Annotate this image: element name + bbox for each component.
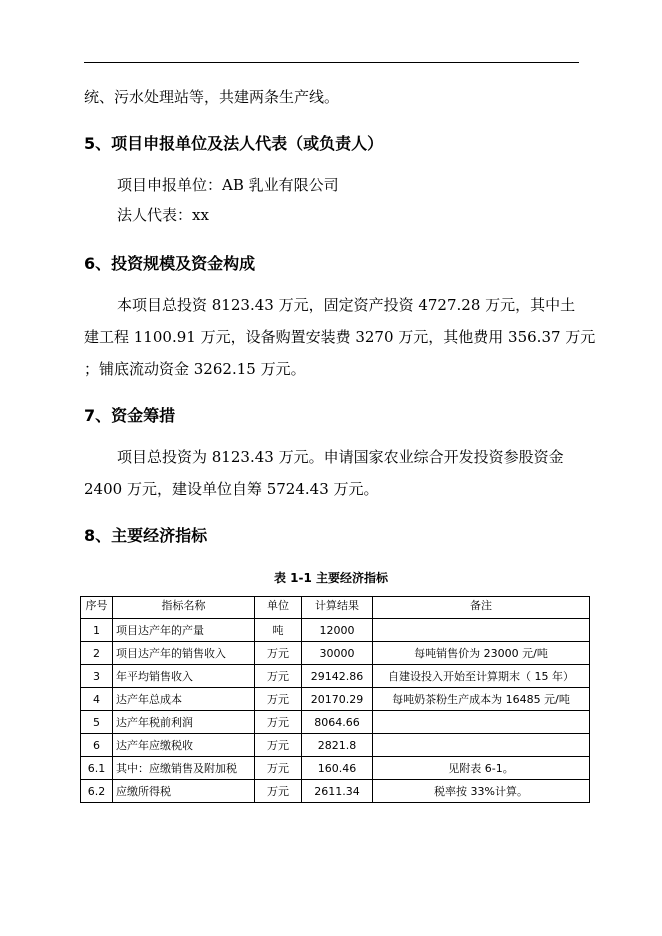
row-number-cell: 5 xyxy=(81,711,113,734)
economic-indicators-table xyxy=(80,596,590,803)
remark-cell: 自建设投入开始至计算期末（ 15 年） xyxy=(373,665,590,688)
indicator-name-cell: 项目达产年的产量 xyxy=(113,619,255,642)
applicant-unit: 项目申报单位：AB 乳业有限公司 xyxy=(117,176,339,194)
remark-cell xyxy=(373,734,590,757)
unit-cell: 万元 xyxy=(255,734,302,757)
header-cell: 计算结果 xyxy=(302,597,373,619)
table-caption: 表 1-1 主要经济指标 xyxy=(273,571,389,585)
table-row xyxy=(81,757,590,780)
financing-line-1: 项目总投资为 8123.43 万元。申请国家农业综合开发投资参股资金 xyxy=(117,448,564,466)
header-cell: 序号 xyxy=(81,597,113,619)
row-number-cell: 2 xyxy=(81,642,113,665)
result-cell: 12000 xyxy=(302,619,373,642)
table-row xyxy=(81,780,590,803)
investment-line-3: ；铺底流动资金 3262.15 万元。 xyxy=(84,360,306,378)
indicator-name-cell: 达产年应缴税收 xyxy=(113,734,255,757)
table-row xyxy=(81,665,590,688)
table-row xyxy=(81,688,590,711)
remark-cell: 税率按 33%计算。 xyxy=(373,780,590,803)
indicator-name-cell: 应缴所得税 xyxy=(113,780,255,803)
table-row xyxy=(81,642,590,665)
result-cell: 8064.66 xyxy=(302,711,373,734)
table-row xyxy=(81,619,590,642)
financing-line-2: 2400 万元，建设单位自筹 5724.43 万元。 xyxy=(84,480,379,498)
result-cell: 30000 xyxy=(302,642,373,665)
result-cell: 160.46 xyxy=(302,757,373,780)
header-cell: 备注 xyxy=(373,597,590,619)
header-cell: 单位 xyxy=(255,597,302,619)
indicator-name-cell: 达产年总成本 xyxy=(113,688,255,711)
row-number-cell: 4 xyxy=(81,688,113,711)
result-cell: 2611.34 xyxy=(302,780,373,803)
row-number-cell: 1 xyxy=(81,619,113,642)
header-cell: 指标名称 xyxy=(113,597,255,619)
row-number-cell: 6.2 xyxy=(81,780,113,803)
remark-cell: 见附表 6-1。 xyxy=(373,757,590,780)
result-cell: 29142.86 xyxy=(302,665,373,688)
result-cell: 2821.8 xyxy=(302,734,373,757)
investment-line-2: 建工程 1100.91 万元，设备购置安装费 3270 万元，其他费用 356.37 万元 xyxy=(84,328,596,346)
row-number-cell: 6.1 xyxy=(81,757,113,780)
unit-cell: 万元 xyxy=(255,780,302,803)
indicator-name-cell: 达产年税前利润 xyxy=(113,711,255,734)
table-header-row xyxy=(81,597,590,619)
remark-cell xyxy=(373,619,590,642)
header-rule xyxy=(84,62,579,63)
legal-representative: 法人代表：xx xyxy=(117,206,209,224)
unit-cell: 万元 xyxy=(255,642,302,665)
result-cell: 20170.29 xyxy=(302,688,373,711)
unit-cell: 万元 xyxy=(255,665,302,688)
unit-cell: 万元 xyxy=(255,757,302,780)
table-row xyxy=(81,711,590,734)
remark-cell xyxy=(373,711,590,734)
indicator-name-cell: 其中：应缴销售及附加税 xyxy=(113,757,255,780)
section-7-heading: 7、资金筹措 xyxy=(84,406,176,425)
remark-cell: 每吨奶茶粉生产成本为 16485 元/吨 xyxy=(373,688,590,711)
row-number-cell: 3 xyxy=(81,665,113,688)
unit-cell: 万元 xyxy=(255,711,302,734)
remark-cell: 每吨销售价为 23000 元/吨 xyxy=(373,642,590,665)
section-8-heading: 8、主要经济指标 xyxy=(84,526,208,545)
indicator-name-cell: 项目达产年的销售收入 xyxy=(113,642,255,665)
section-5-heading: 5、项目申报单位及法人代表（或负责人） xyxy=(84,134,384,153)
section-6-heading: 6、投资规模及资金构成 xyxy=(84,254,256,273)
row-number-cell: 6 xyxy=(81,734,113,757)
continuation-text: 统、污水处理站等，共建两条生产线。 xyxy=(84,88,340,106)
unit-cell: 万元 xyxy=(255,688,302,711)
table-row xyxy=(81,734,590,757)
unit-cell: 吨 xyxy=(255,619,302,642)
investment-line-1: 本项目总投资 8123.43 万元，固定资产投资 4727.28 万元，其中土 xyxy=(117,296,576,314)
indicator-name-cell: 年平均销售收入 xyxy=(113,665,255,688)
